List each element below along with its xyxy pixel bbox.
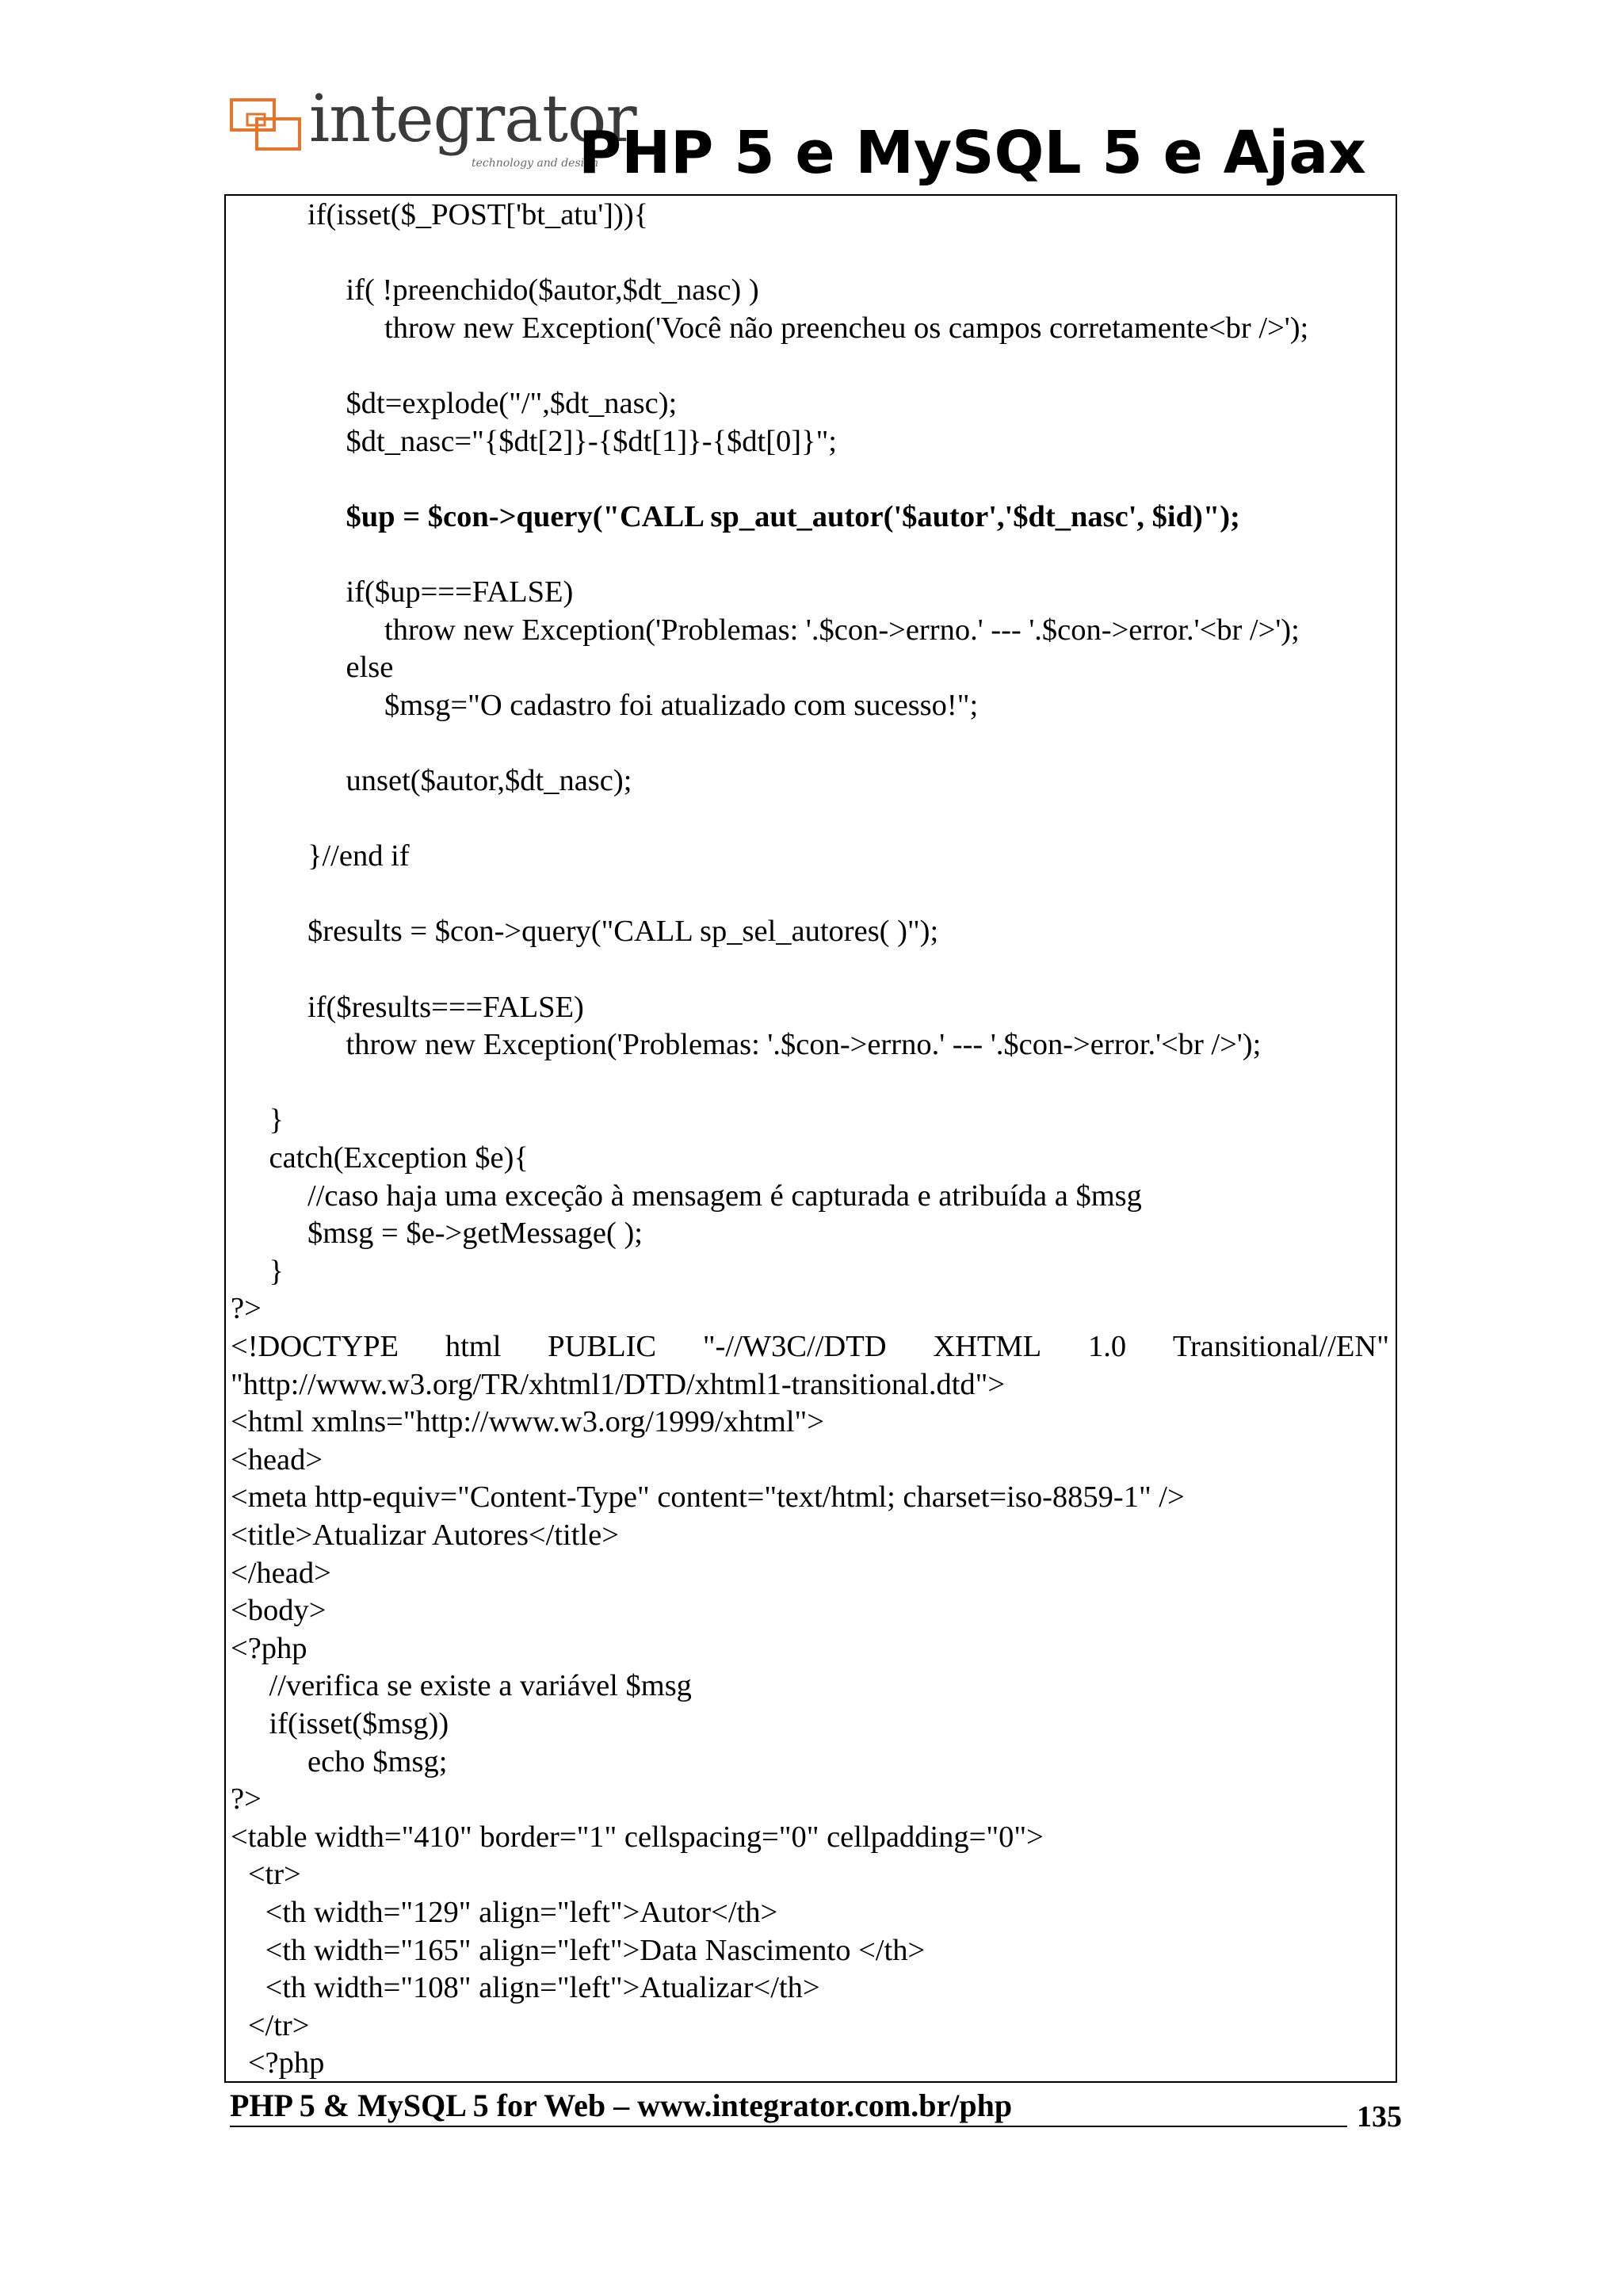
code-line: </tr> xyxy=(247,2008,310,2042)
code-word: Transitional//EN" xyxy=(1172,1330,1389,1363)
code-line: <html xmlns="http://www.w3.org/1999/xhtml"> xyxy=(231,1405,824,1439)
code-line: <table width="410" border="1" cellspacing="0" cellpadding="0"> xyxy=(231,1820,1044,1854)
logo-name: integrator xyxy=(309,82,636,157)
code-line: $up = $con->query("CALL sp_aut_autor('$autor','$dt_nasc', $id)"); xyxy=(346,499,1240,533)
code-word: <!DOCTYPE xyxy=(231,1330,399,1363)
code-line: //verifica se existe a variável $msg xyxy=(269,1669,692,1703)
logo-tagline: technology and design xyxy=(472,157,599,170)
code-line: throw new Exception('Problemas: '.$con->errno.' --- '.$con->error.'<br />'); xyxy=(346,1028,1262,1062)
code-word: html xyxy=(445,1330,502,1363)
code-line: } xyxy=(269,1254,284,1288)
footer-rule xyxy=(230,2126,1347,2127)
code-line: <meta http-equiv="Content-Type" content="text/html; charset=iso-8859-1" /> xyxy=(231,1480,1185,1515)
code-word: "-//W3C//DTD xyxy=(702,1330,887,1363)
code-line: $dt_nasc="{$dt[2]}-{$dt[1]}-{$dt[0]}"; xyxy=(346,424,837,458)
code-line: $dt=explode("/",$dt_nasc); xyxy=(346,387,678,420)
code-line: $msg="O cadastro foi atualizado com sucesso!"; xyxy=(384,688,979,722)
code-line: catch(Exception $e){ xyxy=(269,1141,529,1175)
code-line: ?> xyxy=(231,1292,262,1326)
code-line: echo $msg; xyxy=(307,1744,448,1778)
code-line: <title>Atualizar Autores</title> xyxy=(231,1519,619,1552)
code-line: <?php xyxy=(247,2046,325,2080)
code-line: if(isset($_POST['bt_atu'])){ xyxy=(307,198,649,231)
code-line: <th width="129" align="left">Autor</th> xyxy=(265,1896,778,1929)
code-word: PUBLIC xyxy=(548,1330,657,1363)
code-line: $results = $con->query("CALL sp_sel_autores( )"); xyxy=(307,915,939,949)
code-line: throw new Exception('Problemas: '.$con->errno.' --- '.$con->error.'<br />'); xyxy=(384,613,1300,647)
code-word: 1.0 xyxy=(1087,1330,1127,1363)
page-number: 135 xyxy=(1357,2100,1402,2134)
code-line: if($results===FALSE) xyxy=(307,990,584,1024)
code-line: <head> xyxy=(231,1442,323,1477)
code-line: <th width="108" align="left">Atualizar</th> xyxy=(265,1971,820,2005)
code-line: <body> xyxy=(231,1594,327,1628)
code-listing-box xyxy=(224,194,1397,2083)
code-line: else xyxy=(346,651,394,685)
code-word: XHTML xyxy=(933,1330,1042,1363)
code-line: <th width="165" align="left">Data Nascimento </th> xyxy=(265,1933,926,1967)
code-line: //caso haja uma exceção à mensagem é capturada e atribuída a $msg xyxy=(307,1179,1142,1213)
code-line: } xyxy=(269,1103,284,1137)
book-title: PHP 5 e MySQL 5 e Ajax xyxy=(579,119,1366,187)
code-line: <?php xyxy=(231,1631,307,1665)
code-line: throw new Exception('Você não preencheu os campos corretamente<br />'); xyxy=(384,311,1309,345)
footer-title: PHP 5 & MySQL 5 for Web – www.integrator.com.br/php xyxy=(230,2088,1013,2123)
code-line: </head> xyxy=(231,1556,331,1590)
code-line: if(isset($msg)) xyxy=(269,1707,449,1740)
code-line: unset($autor,$dt_nasc); xyxy=(346,764,632,797)
code-line: <tr> xyxy=(247,1858,301,1892)
code-line: if( !preenchido($autor,$dt_nasc) ) xyxy=(346,273,759,308)
code-line: if($up===FALSE) xyxy=(346,575,574,609)
code-line: }//end if xyxy=(307,839,410,873)
code-line: $msg = $e->getMessage( ); xyxy=(307,1217,643,1251)
code-line: ?> xyxy=(231,1782,262,1817)
integrator-logo-icon xyxy=(230,98,303,160)
page-header xyxy=(230,82,1379,197)
code-line xyxy=(231,1328,1389,1366)
code-line: "http://www.w3.org/TR/xhtml1/DTD/xhtml1-transitional.dtd"> xyxy=(231,1367,1006,1401)
